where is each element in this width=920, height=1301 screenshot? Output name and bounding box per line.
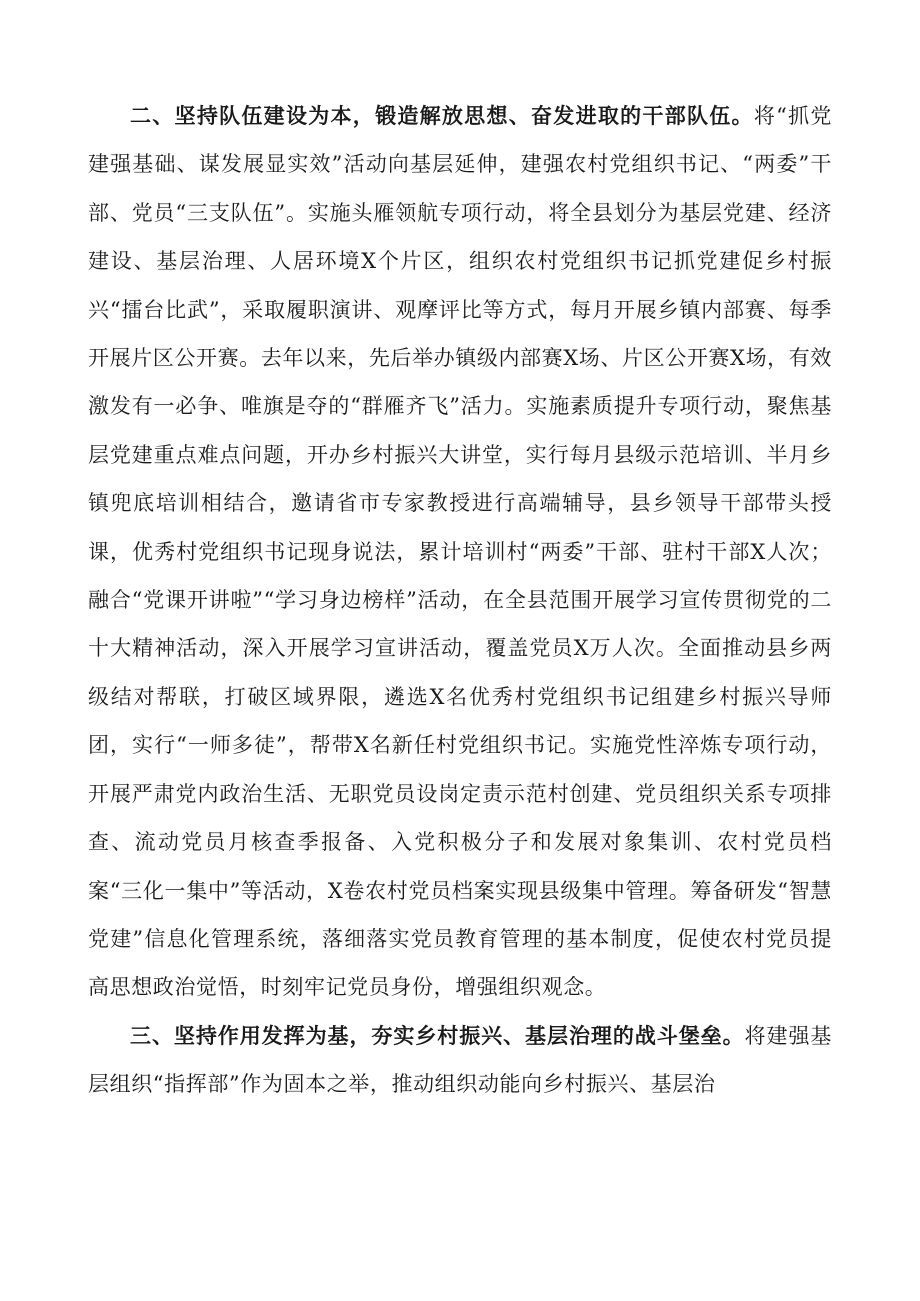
section-2-heading: 二、坚持队伍建设为本，锻造解放思想、奋发进取的干部队伍。 — [130, 103, 754, 128]
document-body — [88, 92, 832, 1109]
section-3-heading: 三、坚持作用发挥为基，夯实乡村振兴、基层治理的战斗堡垒。 — [130, 1022, 745, 1048]
section-2-body: 将“抓党建强基础、谋发展显实效”活动向基层延伸，建强农村党组织书记、“两委”干部、党员“三支队伍”。实施头雁领航专项行动，将全县划分为基层党建、经济建设、基层治理、人居环境X个片区，组织农村党组织书记抓党建促乡村振兴“擂台比武”，采取履职演讲、观摩评比等方式，每月开展乡镇内部赛、每季开展片区公开赛。去年以来，先后举办镇级内部赛X场、片区公开赛X场，有效激发有一必争、唯旗是夺的“群雁齐飞”活力。实施素质提升专项行动，聚焦基层党建重点难点问题，开办乡村振兴大讲堂，实行每月县级示范培训、半月乡镇兜底培训相结合，邀请省市专家教授进行高端辅导，县乡领导干部带头授课，优秀村党组织书记现身说法，累计培训村“两委”干部、驻村干部X人次；融合“党课开讲啦”“学习身边榜样”活动，在全县范围开展学习宣传贯彻党的二十大精神活动，深入开展学习宣讲活动，覆盖党员X万人次。全面推动县乡两级结对帮联，打破区域界限，遴选X名优秀村党组织书记组建乡村振兴导师团，实行“一师多徒”，帮带X名新任村党组织书记。实施党性淬炼专项行动，开展严肃党内政治生活、无职党员设岗定责示范村创建、党员组织关系专项排查、流动党员月核查季报备、入党积极分子和发展对象集训、农村党员档案“三化一集中”等活动，X卷农村党员档案实现县级集中管理。筹备研发“智慧党建”信息化管理系统，落细落实党员教育管理的基本制度，促使农村党员提高思想政治觉悟，时刻牢记党员身份，增强组织观念。 — [88, 104, 832, 1000]
paragraph-section-3 — [88, 1012, 832, 1109]
section-3-body: 将建强基层组织“指挥部”作为固本之举，推动组织动能向乡村振兴、基层治 — [88, 1023, 832, 1097]
paragraph-section-2 — [88, 92, 832, 1012]
